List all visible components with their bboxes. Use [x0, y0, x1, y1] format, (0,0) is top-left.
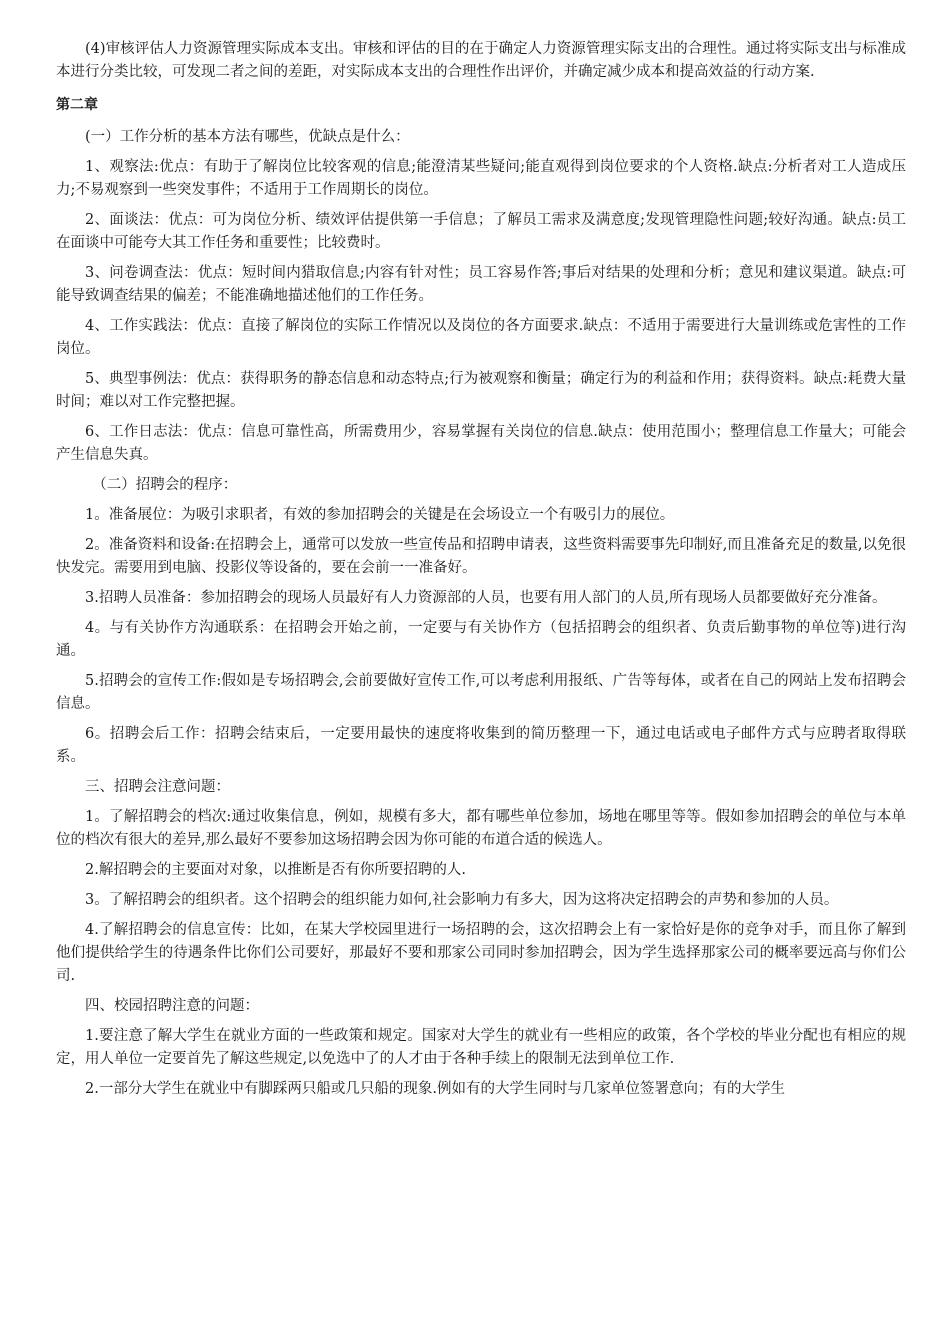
section3-item-3: 3。了解招聘会的组织者。这个招聘会的组织能力如何,社会影响力有多大，因为这将决定招聘会的声势和参加的人员。	[85, 892, 839, 908]
section1-title: (一）工作分析的基本方法有哪些，优缺点是什么：	[85, 129, 410, 145]
section1-item-1: 1、观察法:优点：有助于了解岗位比较客观的信息;能澄清某些疑问;能直观得到岗位要求的个人资格.缺点:分析者对工人造成压力;不易观察到一些突发事件；不适用于工作周期长的岗位。	[56, 159, 906, 198]
section2-item-3: 3.招聘人员准备：参加招聘会的现场人员最好有人力资源部的人员，也要有用人部门的人员,所有现场人员都要做好充分准备。	[85, 590, 887, 606]
section2-item-1: 1。准备展位：为吸引求职者，有效的参加招聘会的关键是在会场设立一个有吸引力的展位。	[85, 507, 675, 523]
section3-title: 三、招聘会注意问题：	[85, 779, 230, 795]
section2-item-2: 2。准备资料和设备:在招聘会上，通常可以发放一些宣传品和招聘申请表，这些资料需要事先印制好,而且准备充足的数量,以免很快发完。需要用到电脑、投影仪等设备的，要在会前一一准备好。	[56, 537, 906, 576]
section2-title: （二）招聘会的程序：	[92, 477, 238, 493]
chapter-heading: 第二章	[56, 97, 98, 113]
section4-item-1: 1.要注意了解大学生在就业方面的一些政策和规定。国家对大学生的就业有一些相应的政策，各个学校的毕业分配也有相应的规定，用人单位一定要首先了解这些规定,以免选中了的人才由于各种手续上的限制无法到单位工作.	[56, 1028, 906, 1067]
document-page	[56, 38, 906, 1108]
intro-paragraph: (4)审核评估人力资源管理实际成本支出。审核和评估的目的在于确定人力资源管理实际支出的合理性。通过将实际支出与标准成本进行分类比较，可发现二者之间的差距，对实际成本支出的合理性作出评价，并确定减少成本和提高效益的行动方案.	[56, 41, 906, 80]
section2-item-4: 4。与有关协作方沟通联系：在招聘会开始之前，一定要与有关协作方（包括招聘会的组织者、负责后勤事物的单位等)进行沟通。	[56, 620, 906, 659]
section1-item-4: 4、工作实践法：优点：直接了解岗位的实际工作情况以及岗位的各方面要求.缺点：不适用于需要进行大量训练或危害性的工作岗位。	[56, 318, 906, 357]
section1-item-5: 5、典型事例法：优点：获得职务的静态信息和动态特点;行为被观察和衡量；确定行为的利益和作用；获得资料。缺点:耗费大量时间；难以对工作完整把握。	[56, 371, 906, 410]
section3-item-1: 1。了解招聘会的档次:通过收集信息，例如，规模有多大，都有哪些单位参加，场地在哪里等等。假如参加招聘会的单位与本单位的档次有很大的差异,那么最好不要参加这场招聘会因为你可能的布道合适的候选人。	[56, 809, 906, 848]
section1-item-6: 6、工作日志法：优点：信息可靠性高，所需费用少，容易掌握有关岗位的信息.缺点：使用范围小；整理信息工作量大；可能会产生信息失真。	[56, 424, 906, 463]
section4-title: 四、校园招聘注意的问题：	[85, 998, 259, 1014]
section1-item-3: 3、问卷调查法：优点：短时间内猎取信息;内容有针对性；员工容易作答;事后对结果的处理和分析；意见和建议渠道。缺点:可能导致调查结果的偏差；不能准确地描述他们的工作任务。	[56, 265, 906, 304]
section3-item-2: 2.解招聘会的主要面对对象，以推断是否有你所要招聘的人.	[85, 862, 466, 878]
section2-item-6: 6。招聘会后工作：招聘会结束后，一定要用最快的速度将收集到的简历整理一下，通过电话或电子邮件方式与应聘者取得联系。	[56, 726, 906, 765]
section1-item-2: 2、面谈法：优点：可为岗位分析、绩效评估提供第一手信息；了解员工需求及满意度;发现管理隐性问题;较好沟通。缺点:员工在面谈中可能夸大其工作任务和重要性；比较费时。	[56, 212, 906, 251]
section4-item-2: 2.一部分大学生在就业中有脚踩两只船或几只船的现象.例如有的大学生同时与几家单位签署意向；有的大学生	[85, 1081, 785, 1097]
section2-item-5: 5.招聘会的宣传工作:假如是专场招聘会,会前要做好宣传工作,可以考虑利用报纸、广告等每体，或者在自己的网站上发布招聘会信息。	[56, 673, 906, 712]
section3-item-4: 4.了解招聘会的信息宣传：比如，在某大学校园里进行一场招聘的会，这次招聘会上有一家恰好是你的竞争对手，而且你了解到他们提供给学生的待遇条件比你们公司要好，那最好不要和那家公司同时参加招聘会，因为学生选择那家公司的概率要远高与你们公司.	[56, 922, 906, 984]
